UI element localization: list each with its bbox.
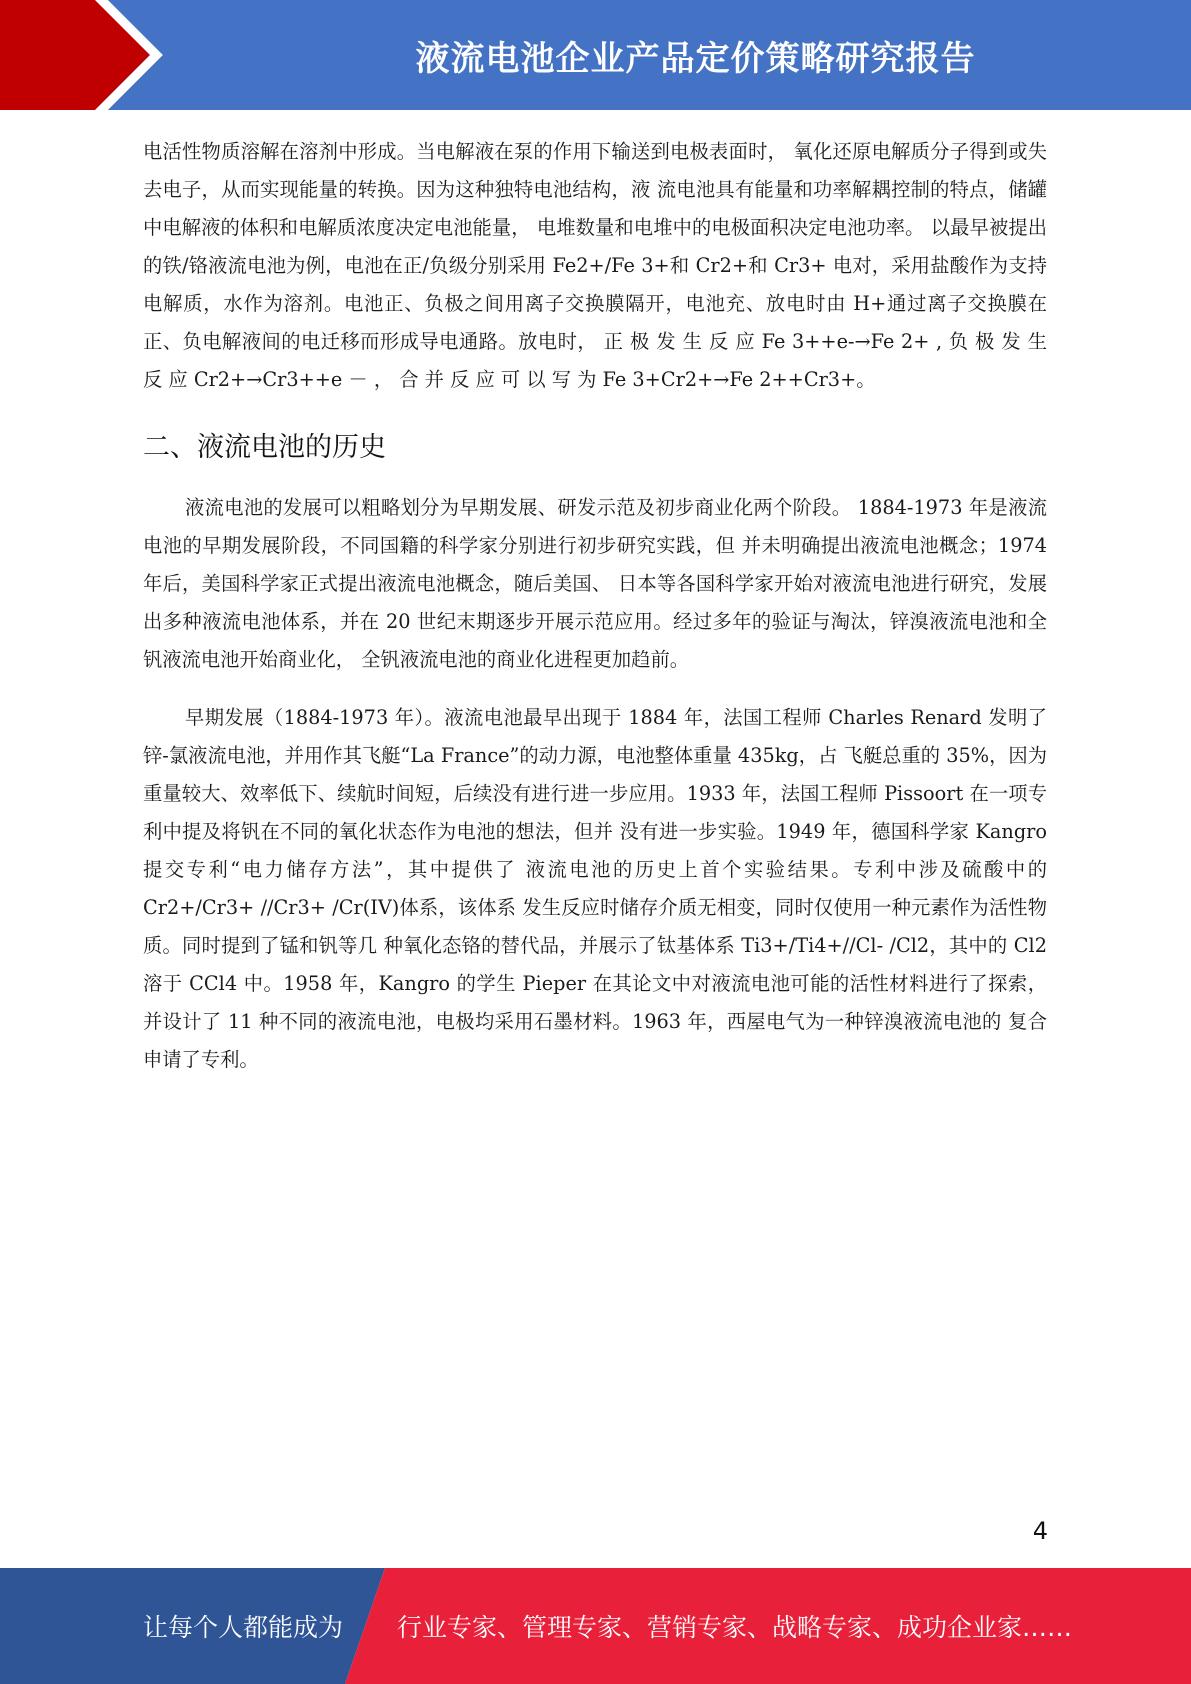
history-paragraph-1: 液流电池的发展可以粗略划分为早期发展、研发示范及初步商业化两个阶段。 1884-1973 年是液流电池的早期发展阶段，不同国籍的科学家分别进行初步研究实践，但 并未明确提出液流电池概念；1974 年后，美国科学家正式提出液流电池概念，随后美国、 日本等各国科学家开始对液流电池进行研究，发展出多种液流电池体系，并在 20 世纪末期逐步开展示范应用。经过多年的验证与淘汰，锌溴液流电池和全钒液流电池开始商业化， 全钒液流电池的商业化进程更加趋前。	[143, 496, 1047, 671]
history-paragraph-2: 早期发展（1884-1973 年）。液流电池最早出现于 1884 年，法国工程师 Charles Renard 发明了锌-氯液流电池，并用作其飞艇“La France”的动力源，电池整体重量 435kg，占 飞艇总重的 35%，因为重量较大、效率低下、续航时间短，后续没有进行进一步应用。1933 年，法国工程师 Pissoort 在一项专利中提及将钒在不同的氧化状态作为电池的想法，但并 没有进一步实验。1949 年，德国科学家 Kangro 提交专利“电力储存方法”，其中提供了 液流电池的历史上首个实验结果。专利中涉及硫酸中的 Cr2+/Cr3+ //Cr3+ /Cr(IV)体系，该体系 发生反应时储存介质无相变，同时仅使用一种元素作为活性物质。同时提到了锰和钒等几 种氧化态铬的替代品，并展示了钛基体系 Ti3+/Ti4+//Cl- /Cl2，其中的 Cl2 溶于 CCl4 中。1958 年，Kangro 的学生 Pieper 在其论文中对液流电池可能的活性材料进行了探索，并设计了 11 种不同的液流电池，电极均采用石墨材料。1963 年，西屋电气为一种锌溴液流电池的 复合申请了专利。	[143, 706, 1047, 1071]
intro-paragraph: 电活性物质溶解在溶剂中形成。当电解液在泵的作用下输送到电极表面时， 氧化还原电解质分子得到或失去电子，从而实现能量的转换。因为这种独特电池结构，液 流电池具有能量和功率解耦控制的特点，储罐中电解液的体积和电解质浓度决定电池能量， 电堆数量和电堆中的电极面积决定电池功率。 以最早被提出的铁/铬液流电池为例，电池在正/负级分别采用 Fe2+/Fe 3+和 Cr2+和 Cr3+ 电对，采用盐酸作为支持电解质，水作为溶剂。电池正、负极之间用离子交换膜隔开，电池充、放电时由 H+通过离子交换膜在正、负电解液间的电迁移而形成导电通路。放电时， 正 极 发 生 反 应 Fe 3++e-→Fe 2+ , 负 极 发 生 反 应 Cr2+→Cr3++e － ， 合 并 反 应 可 以 写 为 Fe 3+Cr2+→Fe 2++Cr3+。	[143, 140, 1047, 391]
page-header	[0, 0, 1191, 110]
footer-slogan-left: 让每个人都能成为	[143, 1613, 344, 1642]
page-content	[143, 133, 1047, 1079]
page-footer	[0, 1568, 1191, 1684]
paragraph-gap	[143, 679, 1047, 699]
footer-slogan-right: 行业专家、管理专家、营销专家、战略专家、成功企业家……	[397, 1613, 1073, 1642]
header-chevron-icon	[0, 0, 200, 110]
report-title: 液流电池企业产品定价策略研究报告	[415, 38, 976, 79]
page-number: 4	[1032, 1517, 1048, 1545]
section-heading: 二、液流电池的历史	[143, 432, 386, 463]
